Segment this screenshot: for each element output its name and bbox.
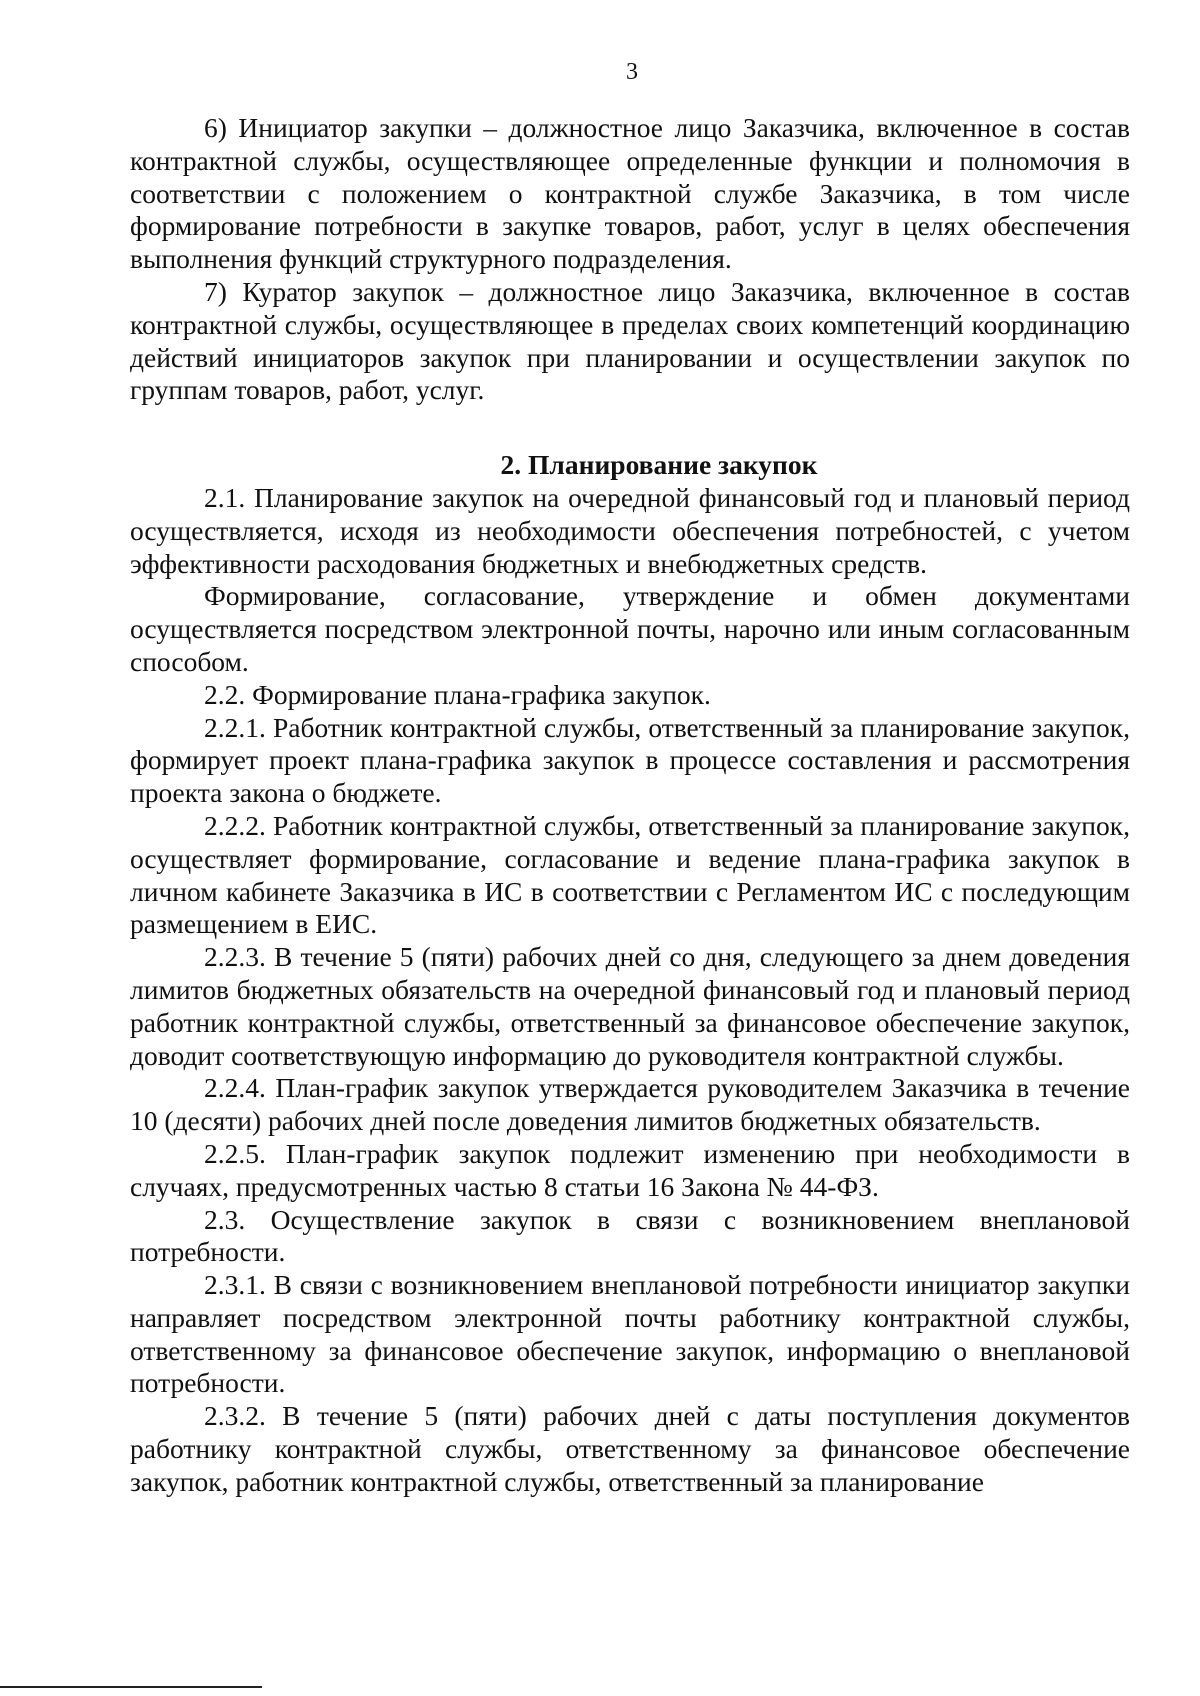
paragraph-2-1: 2.1. Планирование закупок на очередной финансовый год и плановый период осуществляется, исходя из необходимости обеспечения потребностей, с учетом эффективности расходования бюджетных и внебюджетных средств. (130, 481, 1130, 579)
paragraph-2-2-2: 2.2.2. Работник контрактной службы, ответственный за планирование закупок, осуществляет формирование, согласование и ведение плана-графика закупок в личном кабинете Заказчика в ИС в соответствии с Регламентом ИС с последующим размещением в ЕИС. (130, 809, 1130, 940)
document-body (130, 112, 1130, 1499)
paragraph-2-2-5: 2.2.5. План-график закупок подлежит изменению при необходимости в случаях, предусмотренных частью 8 статьи 16 Закона № 44-ФЗ. (130, 1137, 1130, 1202)
paragraph-2-2-1: 2.2.1. Работник контрактной службы, ответственный за планирование закупок, формирует проект плана-графика закупок в процессе составления и рассмотрения проекта закона о бюджете. (130, 711, 1130, 809)
paragraph-2-3-1: 2.3.1. В связи с возникновением внеплановой потребности инициатор закупки направляет посредством электронной почты работнику контрактной службы, ответственному за финансовое обеспечение закупок, информацию о внеплановой потребности. (130, 1269, 1130, 1399)
section-heading: 2. Планирование закупок (500, 449, 818, 481)
paragraph-2-2-4: 2.2.4. План-график закупок утверждается руководителем Заказчика в течение 10 (десяти) рабочих дней после доведения лимитов бюджетных обязательств. (130, 1072, 1130, 1137)
page-number: 3 (626, 59, 638, 85)
paragraph-document-exchange: Формирование, согласование, утверждение и обмен документами осуществляется посредством электронной почты, нарочно или иным согласованным способом. (130, 580, 1130, 677)
paragraph-2-3: 2.3. Осуществление закупок в связи с возникновением внеплановой потребности. (130, 1203, 1130, 1268)
paragraph-2-2: 2.2. Формирование плана-графика закупок. (204, 678, 711, 710)
paragraph-2-2-3: 2.2.3. В течение 5 (пяти) рабочих дней со дня, следующего за днем доведения лимитов бюджетных обязательств на очередной финансовый год и плановый период работник контрактной службы, ответственный за финансовое обеспечение закупок, доводит соответствующую информацию до руководителя контрактной службы. (130, 941, 1130, 1071)
paragraph-2-3-2: 2.3.2. В течение 5 (пяти) рабочих дней с даты поступления документов работнику контрактной службы, ответственному за финансовое обеспечение закупок, работник контрактной службы, ответственный за планирование (130, 1400, 1130, 1497)
paragraph-procurement-initiator: 6) Инициатор закупки – должностное лицо Заказчика, включенное в состав контрактной службы, осуществляющее определенные функции и полномочия в соответствии с положением о контрактной службе Заказчика, в том числе формирование потребности в закупке товаров, работ, услуг в целях обеспечения выполнения функций структурного подразделения. (130, 112, 1130, 275)
paragraph-procurement-curator: 7) Куратор закупок – должностное лицо Заказчика, включенное в состав контрактной службы, осуществляющее в пределах своих компетенций координацию действий инициаторов закупок при планировании и осуществлении закупок по группам товаров, работ, услуг. (130, 275, 1130, 406)
footer-divider (0, 1686, 262, 1688)
